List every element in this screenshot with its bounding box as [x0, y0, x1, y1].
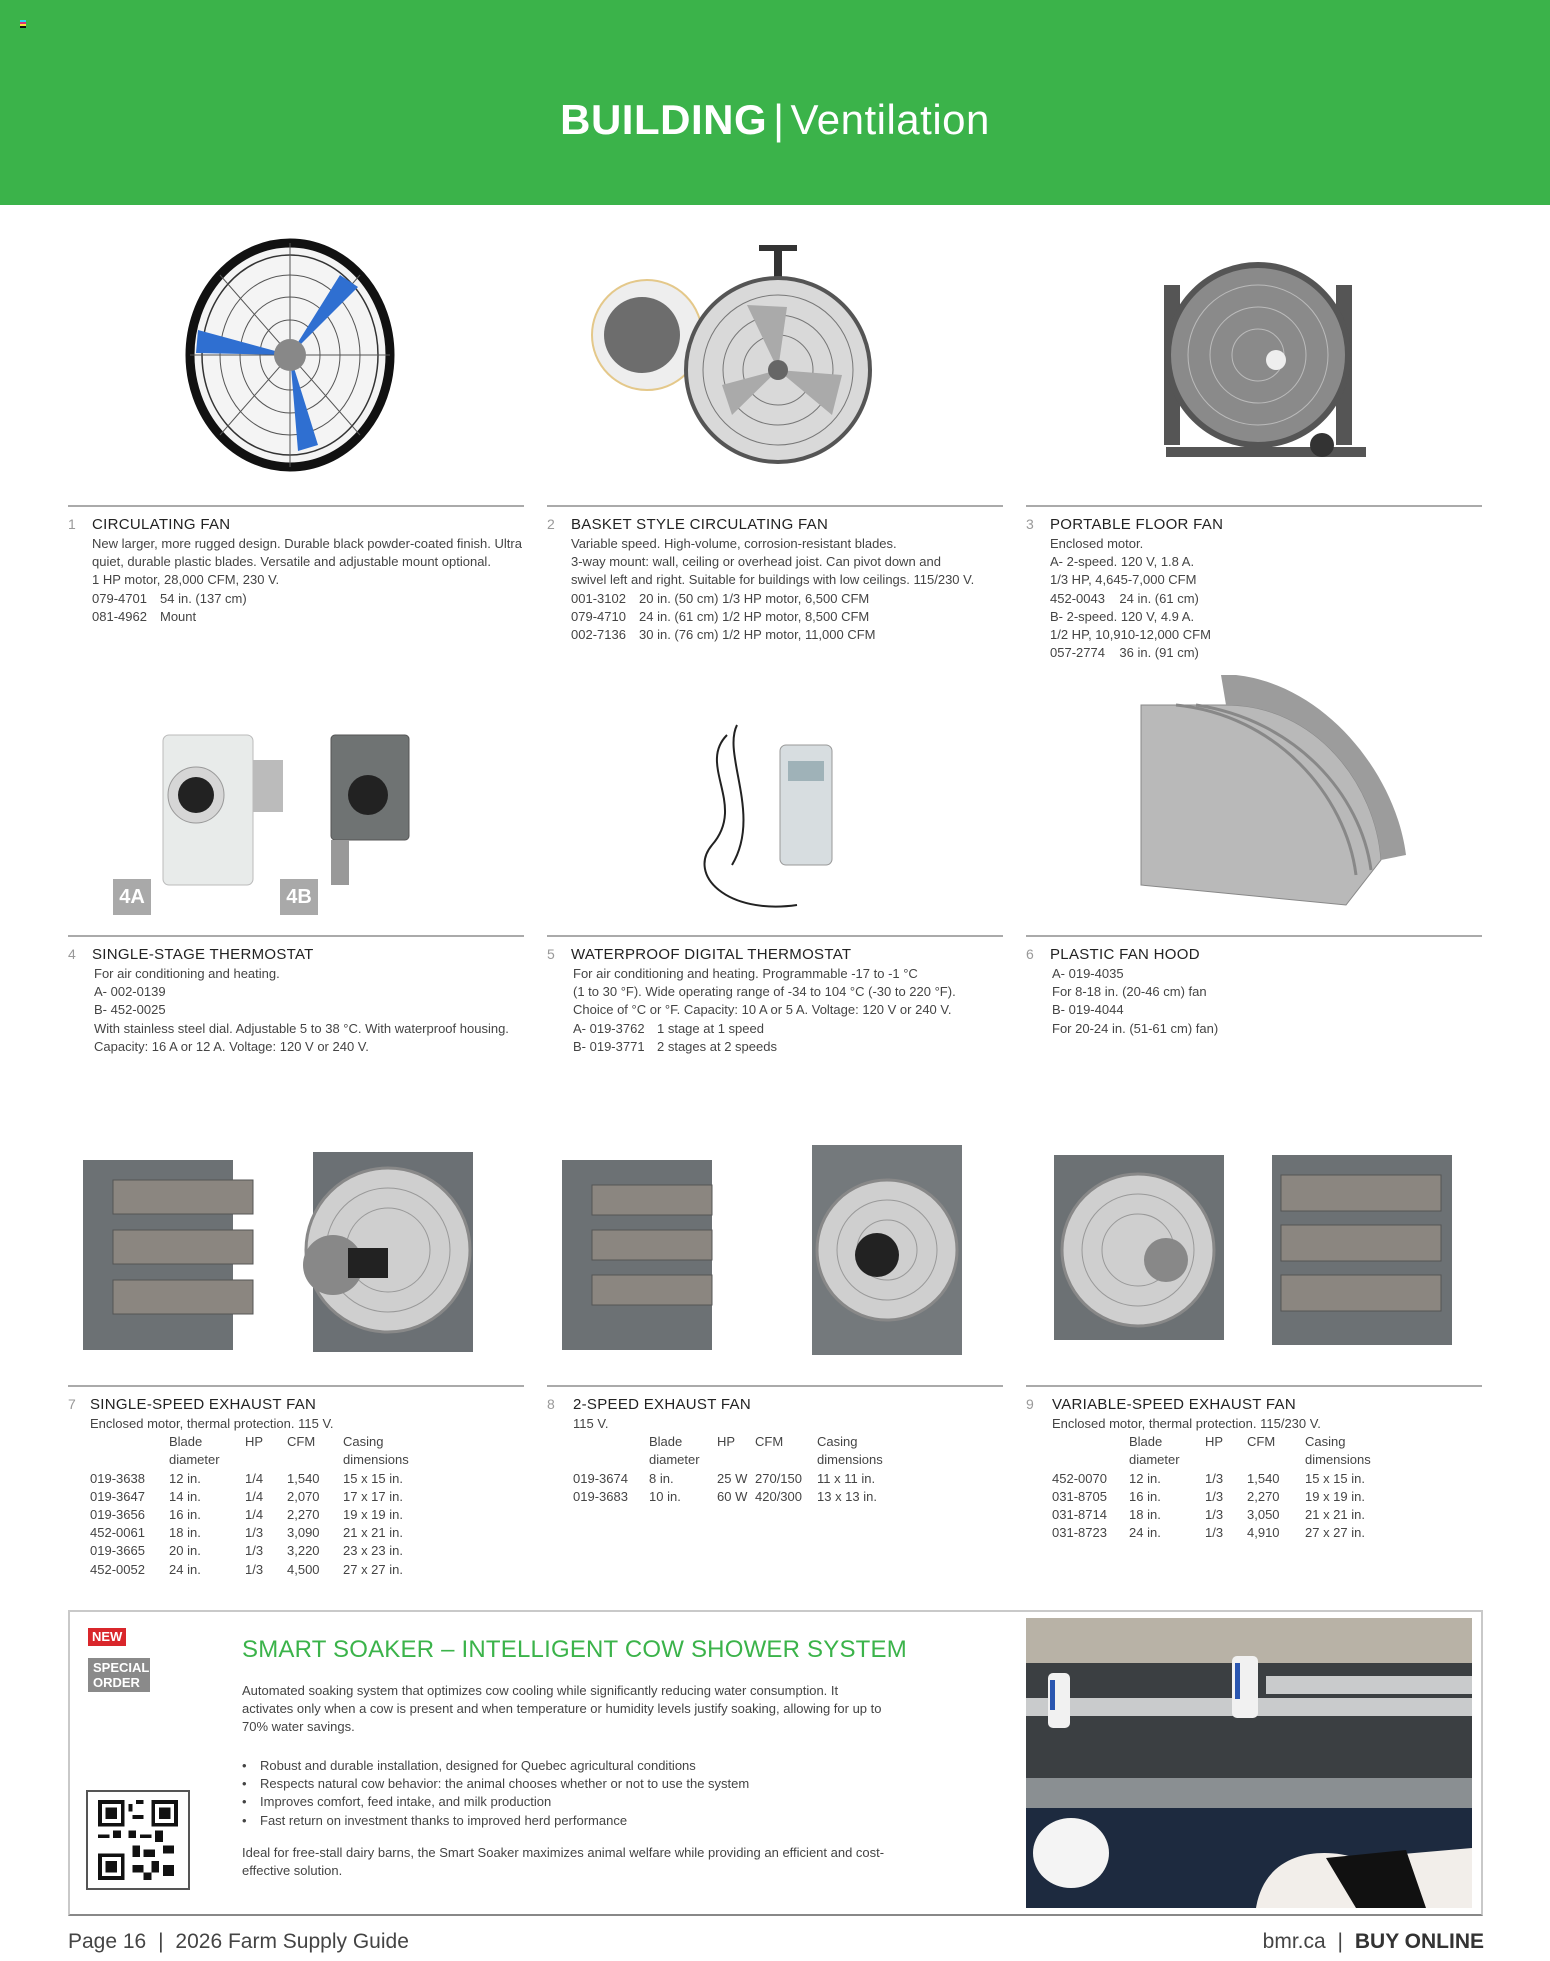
- cell: 21 x 21 in.: [343, 1525, 403, 1541]
- sku-line: [573, 1038, 1003, 1056]
- desc-line: With stainless steel dial. Adjustable 5 to 38 °C. With waterproof housing.: [94, 1020, 509, 1036]
- cell: 1,540: [287, 1470, 320, 1486]
- table-row: [1052, 1524, 1385, 1542]
- sku: 079-4710: [571, 608, 626, 624]
- cell: 1/3: [1205, 1470, 1224, 1486]
- digital-thermostat-image: [547, 665, 1003, 925]
- cell: 1/3: [245, 1525, 264, 1541]
- desc-line: B- 019-4044: [1052, 1002, 1124, 1018]
- col-header: Casing dimensions: [343, 1434, 409, 1468]
- product-title: PLASTIC FAN HOOD: [1050, 946, 1200, 963]
- desc-line: A- 002-0139: [94, 984, 166, 1000]
- divider: [1026, 935, 1482, 937]
- table-row: [1052, 1506, 1385, 1524]
- cell: 60 W: [717, 1488, 748, 1504]
- cell: 17 x 17 in.: [343, 1488, 403, 1504]
- cell: 18 in.: [1129, 1507, 1161, 1523]
- guide-title: 2026 Farm Supply Guide: [175, 1930, 409, 1953]
- desc-line: B- 452-0025: [94, 1002, 166, 1018]
- cell: 019-3683: [573, 1488, 628, 1504]
- cell: 2,270: [287, 1507, 320, 1523]
- product-title: 2-SPEED EXHAUST FAN: [573, 1396, 751, 1413]
- buy-online-link[interactable]: BUY ONLINE: [1354, 1930, 1484, 1953]
- table-row: [1052, 1470, 1385, 1488]
- sku: A- 019-3762: [573, 1020, 645, 1036]
- product-title: PORTABLE FLOOR FAN: [1050, 516, 1224, 533]
- single-speed-exhaust-fan-image: [68, 1130, 524, 1380]
- cell: 420/300: [755, 1488, 802, 1504]
- table-row: [90, 1470, 423, 1488]
- col-header: Casing dimensions: [1305, 1434, 1371, 1468]
- list-item: • Improves comfort, feed intake, and milk production: [242, 1793, 749, 1811]
- cell: 452-0052: [90, 1561, 145, 1577]
- item-number: 6: [1026, 946, 1034, 962]
- cell: 4,910: [1247, 1525, 1280, 1541]
- cell: 019-3674: [573, 1470, 628, 1486]
- sku-line: [92, 590, 524, 608]
- col-header: HP: [717, 1434, 736, 1450]
- promo-outro: Ideal for free-stall dairy barns, the Smart Soaker maximizes animal welfare while providing an efficient and cost-effective solution.: [242, 1845, 885, 1879]
- website-link[interactable]: bmr.ca: [1262, 1930, 1326, 1953]
- item-number: 2: [547, 516, 555, 532]
- sku: B- 019-3771: [573, 1038, 645, 1054]
- table-row: [90, 1542, 423, 1560]
- product-title: CIRCULATING FAN: [92, 516, 231, 533]
- cell: 20 in.: [169, 1543, 201, 1559]
- cell: 019-3665: [90, 1543, 145, 1559]
- col-header: Blade diameter: [649, 1434, 700, 1468]
- page-number: Page 16: [68, 1930, 147, 1953]
- cell: 452-0061: [90, 1525, 145, 1541]
- cell: 11 x 11 in.: [817, 1470, 876, 1486]
- sku: 001-3102: [571, 590, 626, 606]
- desc-line: swivel left and right. Suitable for buildings with low ceilings. 115/230 V.: [571, 572, 975, 588]
- registration-mark-icon: [20, 20, 26, 28]
- cell: 25 W: [717, 1470, 748, 1486]
- cell: 15 x 15 in.: [1305, 1470, 1365, 1486]
- divider: [547, 1385, 1003, 1387]
- item-number: 1: [68, 516, 76, 532]
- 2-speed-exhaust-fan-image: [547, 1130, 1003, 1380]
- cell: 24 in.: [169, 1561, 201, 1577]
- cell: 3,090: [287, 1525, 320, 1541]
- table-header-row: [573, 1433, 897, 1469]
- table-row: [90, 1524, 423, 1542]
- col-header: [573, 1433, 649, 1469]
- cell: 27 x 27 in.: [343, 1561, 403, 1577]
- cell: 13 x 13 in.: [817, 1488, 877, 1504]
- sku-line: [573, 1020, 1003, 1038]
- cell: 18 in.: [169, 1525, 201, 1541]
- sku-line: [92, 608, 524, 626]
- col-header: HP: [1205, 1434, 1224, 1450]
- cell: 27 x 27 in.: [1305, 1525, 1365, 1541]
- product-title: SINGLE-SPEED EXHAUST FAN: [90, 1396, 317, 1413]
- desc-line: A- 019-4035: [1052, 966, 1124, 981]
- cell: 2,070: [287, 1488, 320, 1504]
- table-row: [90, 1561, 423, 1579]
- spec-table: [90, 1433, 423, 1579]
- cell: 15 x 15 in.: [343, 1470, 403, 1486]
- table-row: [1052, 1488, 1385, 1506]
- desc-line: Variable speed. High-volume, corrosion-resistant blades.: [571, 536, 897, 551]
- sku: 079-4701: [92, 590, 147, 606]
- desc-line: New larger, more rugged design. Durable black powder-coated finish. Ultra: [92, 536, 522, 551]
- cell: 2,270: [1247, 1488, 1280, 1504]
- product-floor-fan: [1026, 225, 1482, 665]
- cell: 031-8723: [1052, 1525, 1107, 1541]
- col-header: CFM: [755, 1434, 784, 1450]
- image-label-4b: 4B: [280, 879, 318, 915]
- cell: 3,220: [287, 1543, 320, 1559]
- sku: 081-4962: [92, 608, 147, 624]
- product-subtitle: Enclosed motor, thermal protection. 115 V.: [90, 1416, 334, 1431]
- desc-line: Enclosed motor.: [1050, 536, 1144, 551]
- page-header: [0, 0, 1550, 205]
- cell: 16 in.: [1129, 1488, 1161, 1504]
- col-header: [1052, 1433, 1129, 1469]
- sku-desc: 20 in. (50 cm) 1/3 HP motor, 6,500 CFM: [639, 590, 870, 606]
- product-single-stage-thermostat: [68, 665, 524, 1095]
- sku-desc: 2 stages at 2 speeds: [657, 1038, 777, 1054]
- divider: [547, 505, 1003, 507]
- sku-desc: 54 in. (137 cm): [160, 590, 247, 606]
- cell: 1/4: [245, 1470, 264, 1486]
- divider: [1026, 505, 1482, 507]
- cell: 1/3: [1205, 1488, 1224, 1504]
- product-basket-fan: [547, 225, 1003, 665]
- floor-fan-image: [1026, 225, 1482, 500]
- thermostat-images: [68, 665, 524, 925]
- title-separator: |: [773, 96, 785, 143]
- qr-code-icon[interactable]: [86, 1790, 190, 1890]
- desc-line: For air conditioning and heating.: [94, 966, 280, 981]
- table-row: [573, 1470, 897, 1488]
- sku-desc: 1 stage at 1 speed: [657, 1020, 764, 1036]
- desc-line: quiet, durable plastic blades. Versatile and adjustable mount optional.: [92, 554, 491, 570]
- variable-speed-exhaust-fan-image: [1026, 1130, 1482, 1380]
- cow-shower-photo: [1026, 1618, 1472, 1908]
- cell: 019-3656: [90, 1507, 145, 1523]
- cell: 3,050: [1247, 1507, 1280, 1523]
- cell: 031-8714: [1052, 1507, 1107, 1523]
- sku-line: [571, 608, 1003, 626]
- desc-line: B- 2-speed. 120 V, 4.9 A.: [1050, 608, 1195, 624]
- divider: [68, 505, 524, 507]
- cell: 16 in.: [169, 1507, 201, 1523]
- list-item: • Fast return on investment thanks to improved herd performance: [242, 1812, 749, 1830]
- desc-line: Capacity: 16 A or 12 A. Voltage: 120 V or 240 V.: [94, 1038, 369, 1054]
- promo-feature-list: [242, 1757, 749, 1830]
- col-header: CFM: [1247, 1434, 1276, 1450]
- cell: 24 in.: [1129, 1525, 1161, 1541]
- image-label-4a: 4A: [113, 879, 151, 915]
- cell: 1,540: [1247, 1470, 1280, 1486]
- cell: 14 in.: [169, 1488, 201, 1504]
- product-circulating-fan: [68, 225, 524, 665]
- table-header-row: [90, 1433, 423, 1469]
- cell: 8 in.: [649, 1470, 674, 1486]
- product-subtitle: Enclosed motor, thermal protection. 115/230 V.: [1052, 1416, 1321, 1431]
- cell: 1/3: [1205, 1525, 1224, 1541]
- col-header: Blade diameter: [169, 1434, 220, 1468]
- product-digital-thermostat: [547, 665, 1003, 1095]
- col-header: Casing dimensions: [817, 1434, 883, 1468]
- sku: 002-7136: [571, 627, 626, 643]
- product-single-speed-exhaust-fan: [68, 1130, 524, 1590]
- table-header-row: [1052, 1433, 1385, 1469]
- cell: 19 x 19 in.: [1305, 1488, 1365, 1504]
- cell: 1/3: [1205, 1507, 1224, 1523]
- promo-title: SMART SOAKER – INTELLIGENT COW SHOWER SYSTEM: [242, 1636, 907, 1663]
- cell: 12 in.: [169, 1470, 201, 1486]
- desc-line: 057-2774 36 in. (91 cm): [1050, 645, 1199, 661]
- col-header: HP: [245, 1434, 264, 1450]
- cell: 270/150: [755, 1470, 802, 1486]
- cell: 1/3: [245, 1543, 264, 1559]
- cell: 23 x 23 in.: [343, 1543, 403, 1559]
- subsection-name: Ventilation: [790, 96, 990, 143]
- table-row: [90, 1488, 423, 1506]
- product-title: WATERPROOF DIGITAL THERMOSTAT: [571, 946, 852, 963]
- item-number: 3: [1026, 516, 1034, 532]
- divider: [547, 935, 1003, 937]
- col-header: CFM: [287, 1434, 316, 1450]
- cell: 019-3638: [90, 1470, 145, 1486]
- cell: 031-8705: [1052, 1488, 1107, 1504]
- product-title: BASKET STYLE CIRCULATING FAN: [571, 516, 829, 533]
- spec-table: [573, 1433, 897, 1506]
- desc-line: 3-way mount: wall, ceiling or overhead joist. Can pivot down and: [571, 554, 941, 570]
- cell: 21 x 21 in.: [1305, 1507, 1365, 1523]
- desc-line: A- 2-speed. 120 V, 1.8 A.: [1050, 554, 1195, 570]
- desc-line: 452-0043 24 in. (61 cm): [1050, 590, 1199, 606]
- cell: 1/4: [245, 1488, 264, 1504]
- divider: [1026, 1385, 1482, 1387]
- item-number: 4: [68, 946, 76, 962]
- col-header: Blade diameter: [1129, 1434, 1180, 1468]
- cell: 4,500: [287, 1561, 320, 1577]
- basket-fan-image: [547, 225, 1003, 500]
- desc-line: For air conditioning and heating. Programmable -17 to -1 °C: [573, 966, 918, 981]
- new-badge: NEW: [88, 1628, 126, 1646]
- item-number: 9: [1026, 1396, 1034, 1412]
- promo-intro: Automated soaking system that optimizes cow cooling while significantly reducing water consumption. It activates only when a cow is present and when temperature or humidity levels justify soaking, allowing for up to 70% water savings.: [242, 1683, 882, 1735]
- cell: 1/4: [245, 1507, 264, 1523]
- spec-table: [1052, 1433, 1385, 1542]
- section-name: BUILDING: [560, 96, 768, 143]
- desc-line: For 8-18 in. (20-46 cm) fan: [1052, 984, 1207, 1000]
- sku-desc: Mount: [160, 608, 197, 624]
- desc-line: 1 HP motor, 28,000 CFM, 230 V.: [92, 572, 280, 588]
- sku-desc: 24 in. (61 cm) 1/2 HP motor, 8,500 CFM: [639, 608, 870, 624]
- sku-line: [571, 590, 1003, 608]
- divider: [68, 1385, 524, 1387]
- fan-hood-image: [1026, 665, 1482, 925]
- special-order-badge: SPECIAL ORDER: [88, 1658, 150, 1692]
- cell: 452-0070: [1052, 1470, 1107, 1486]
- product-fan-hood: [1026, 665, 1482, 1095]
- divider: [68, 935, 524, 937]
- item-number: 5: [547, 946, 555, 962]
- product-title: VARIABLE-SPEED EXHAUST FAN: [1052, 1396, 1296, 1413]
- col-header: [90, 1433, 169, 1469]
- item-number: 7: [68, 1396, 76, 1412]
- sku-desc: 30 in. (76 cm) 1/2 HP motor, 11,000 CFM: [639, 627, 876, 643]
- page-title: [0, 96, 1550, 144]
- desc-line: For 20-24 in. (51-61 cm) fan): [1052, 1020, 1219, 1036]
- desc-line: (1 to 30 °F). Wide operating range of -34 to 104 °C (-30 to 220 °F).: [573, 984, 956, 1000]
- item-number: 8: [547, 1396, 555, 1412]
- cell: 10 in.: [649, 1488, 681, 1504]
- product-subtitle: 115 V.: [573, 1416, 609, 1431]
- desc-line: 1/2 HP, 10,910-12,000 CFM: [1050, 627, 1211, 643]
- cell: 19 x 19 in.: [343, 1507, 403, 1523]
- list-item: • Respects natural cow behavior: the animal chooses whether or not to use the system: [242, 1775, 749, 1793]
- product-variable-speed-exhaust-fan: [1026, 1130, 1482, 1590]
- table-row: [90, 1506, 423, 1524]
- circulating-fan-image: [68, 225, 524, 500]
- product-title: SINGLE-STAGE THERMOSTAT: [92, 946, 314, 963]
- cell: 1/3: [245, 1561, 264, 1577]
- footer-separator: |: [1337, 1930, 1344, 1953]
- desc-line: Choice of °C or °F. Capacity: 10 A or 5 A. Voltage: 120 V or 240 V.: [573, 1002, 952, 1018]
- footer-separator: |: [158, 1930, 164, 1953]
- cell: 019-3647: [90, 1488, 145, 1504]
- product-2-speed-exhaust-fan: [547, 1130, 1003, 1590]
- table-row: [573, 1488, 897, 1506]
- list-item: • Robust and durable installation, designed for Quebec agricultural conditions: [242, 1757, 749, 1775]
- sku-line: [571, 626, 1003, 644]
- smart-soaker-promo: [68, 1610, 1483, 1916]
- cell: 12 in.: [1129, 1470, 1161, 1486]
- desc-line: 1/3 HP, 4,645-7,000 CFM: [1050, 572, 1197, 588]
